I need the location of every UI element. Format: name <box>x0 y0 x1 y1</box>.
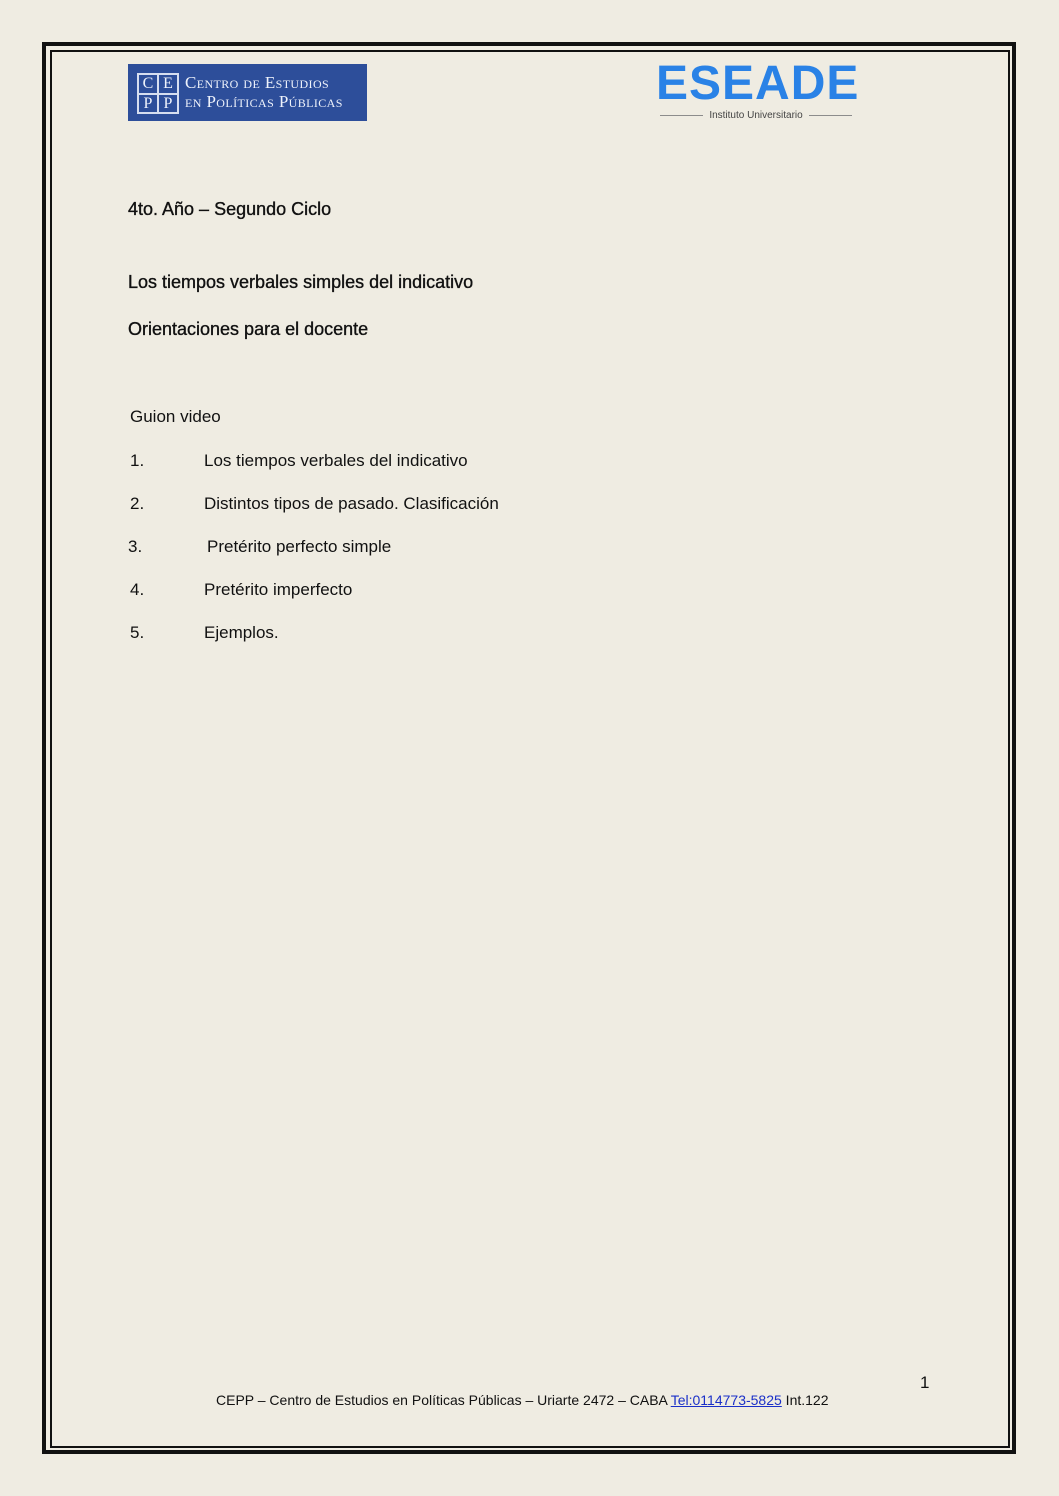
eseade-logo-rule-right <box>809 115 852 116</box>
document-title: Los tiempos verbales simples del indicativo <box>128 272 474 292</box>
document-subtitle: Orientaciones para el docente <box>128 319 369 339</box>
cepp-logo-line1: Centro de Estudios <box>185 73 330 92</box>
list-item-text: Pretérito imperfecto <box>204 580 353 599</box>
cepp-logo-letter: E <box>158 74 178 94</box>
list-item-number: 4. <box>130 580 145 599</box>
cepp-logo-grid <box>137 73 179 114</box>
cepp-logo-letter: C <box>138 74 158 94</box>
list-item-number: 1. <box>130 451 145 470</box>
eseade-logo-wordmark: ESEADE <box>656 57 860 110</box>
eseade-logo-rule-left <box>660 115 703 116</box>
page-number: 1 <box>920 1373 930 1392</box>
cepp-logo-letter: P <box>138 94 158 114</box>
eseade-logo-subtitle: Instituto Universitario <box>709 109 803 121</box>
footer <box>216 1392 829 1408</box>
list-item-number: 2. <box>130 494 145 513</box>
cepp-logo-letter: P <box>158 94 178 114</box>
course-heading: 4to. Año – Segundo Ciclo <box>128 199 332 219</box>
eseade-logo-subtitle-row <box>660 108 852 122</box>
list-item-text: Pretérito perfecto simple <box>207 537 392 556</box>
list-item-number: 5. <box>130 623 145 642</box>
section-label: Guion video <box>130 407 221 426</box>
cepp-logo-line2: en Políticas Públicas <box>185 92 343 111</box>
footer-extension: Int.122 <box>781 1392 829 1408</box>
page-border-inner <box>50 50 1010 1448</box>
footer-address: CEPP – Centro de Estudios en Políticas Públicas – Uriarte 2472 – CABA <box>216 1392 671 1408</box>
cepp-logo <box>128 64 367 121</box>
list-item-number: 3. <box>128 537 143 556</box>
footer-phone-link[interactable]: Tel:0114773-5825 <box>670 1392 782 1408</box>
list-item-text: Los tiempos verbales del indicativo <box>204 451 468 470</box>
list-item-text: Ejemplos. <box>204 623 279 642</box>
list-item-text: Distintos tipos de pasado. Clasificación <box>204 494 499 513</box>
